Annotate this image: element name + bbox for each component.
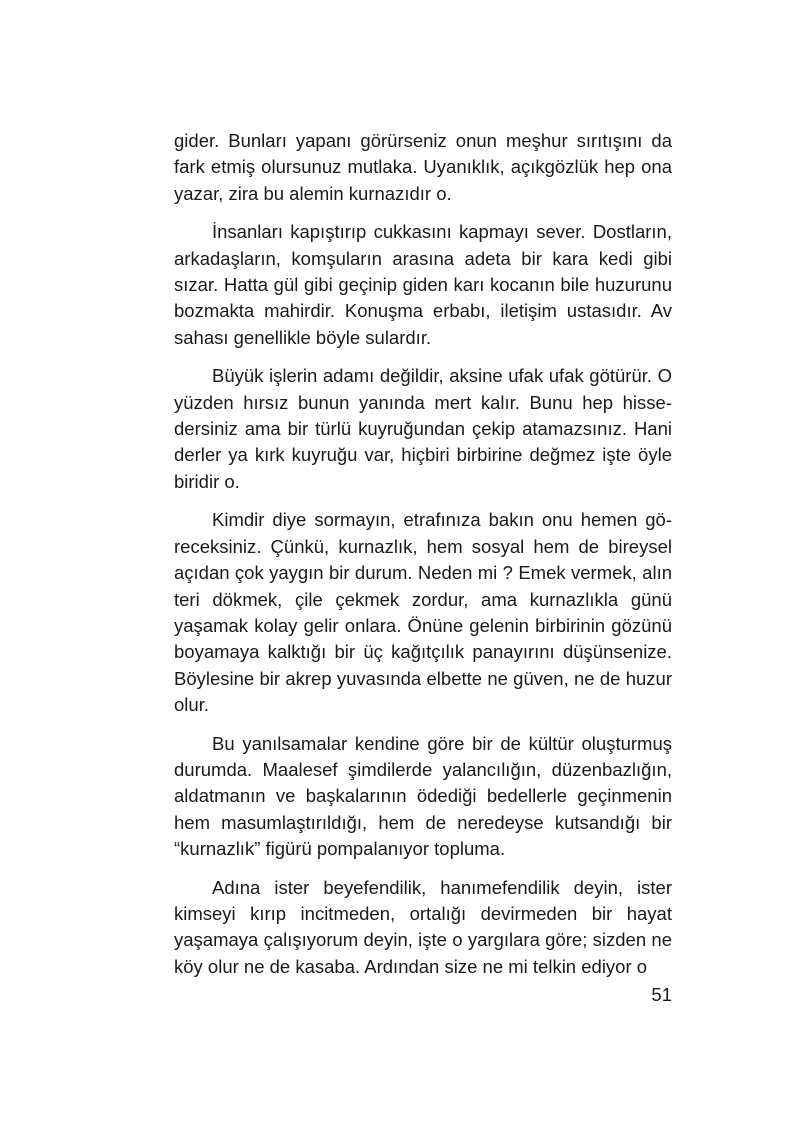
paragraph-5: Bu yanılsamalar kendine göre bir de kültür oluşturmuş durumda. Maalesef şimdilerde yalancılığın, düzenbazlığın, aldatmanın ve başkalarının ödediği bedellerle geçinmenin hem masumlaştırıldığı, hem de neredeyse kutsandığı bir “kurnazlık” figürü pompalanıyor topluma. [174, 732, 672, 860]
page-number: 51 [651, 984, 672, 1005]
paragraph-6: Adına ister beyefendilik, hanımefendilik deyin, ister kimseyi kırıp incitmeden, ortalığı devirmeden bir hayat yaşamaya çalışıyorum deyin, işte o yargılara göre; sizden ne köy olur ne de kasaba. Ardından size ne mi telkin ediyor o [174, 876, 672, 977]
paragraph-2: İnsanları kapıştırıp cukkasını kapmayı sever. Dostların, arkadaşların, komşuların arasına adeta bir kara kedi gibi sızar. Hatta gül gibi geçinip giden karı kocanın bile huzurunu bozmakta mahirdir. Konuşma erbabı, iletişim ustasıdır. Av sahası genellikle böyle sulardır. [174, 221, 672, 348]
paragraph-1: gider. Bunları yapanı görürseniz onun meşhur sırıtışını da fark etmiş olursunuz mutlaka. Uyanıklık, açıkgözlük hep ona yazar, zira bu alemin kurnazıdır o. [174, 130, 672, 204]
paragraph-3: Büyük işlerin adamı değildir, aksine ufak ufak götürür. O yüzden hırsız bunun yanında mert kalır. Bunu hep hissedersiniz ama bir türlü kuyruğundan çekip atamazsınız. Hani derler ya kırk kuyruğu var, hiçbiri birbirine değmez işte öyle biridir o. [174, 365, 672, 492]
page-body-text [174, 128, 672, 992]
paragraph-4: Kimdir diye sormayın, etrafınıza bakın onu hemen göreceksiniz. Çünkü, kurnazlık, hem sosyal hem de bireysel açıdan çok yaygın bir durum. Neden mi ? Emek vermek, alın teri dökmek, çile çekmek zordur, ama kurnazlıkla günü yaşamak kolay gelir onlara. Önüne gelenin birbirinin gözünü boyamaya kalktığı bir üç kağıtçılık panayırını düşünsenize. Böylesine bir akrep yuvasında elbette ne güven, ne de huzur olur. [174, 509, 672, 716]
